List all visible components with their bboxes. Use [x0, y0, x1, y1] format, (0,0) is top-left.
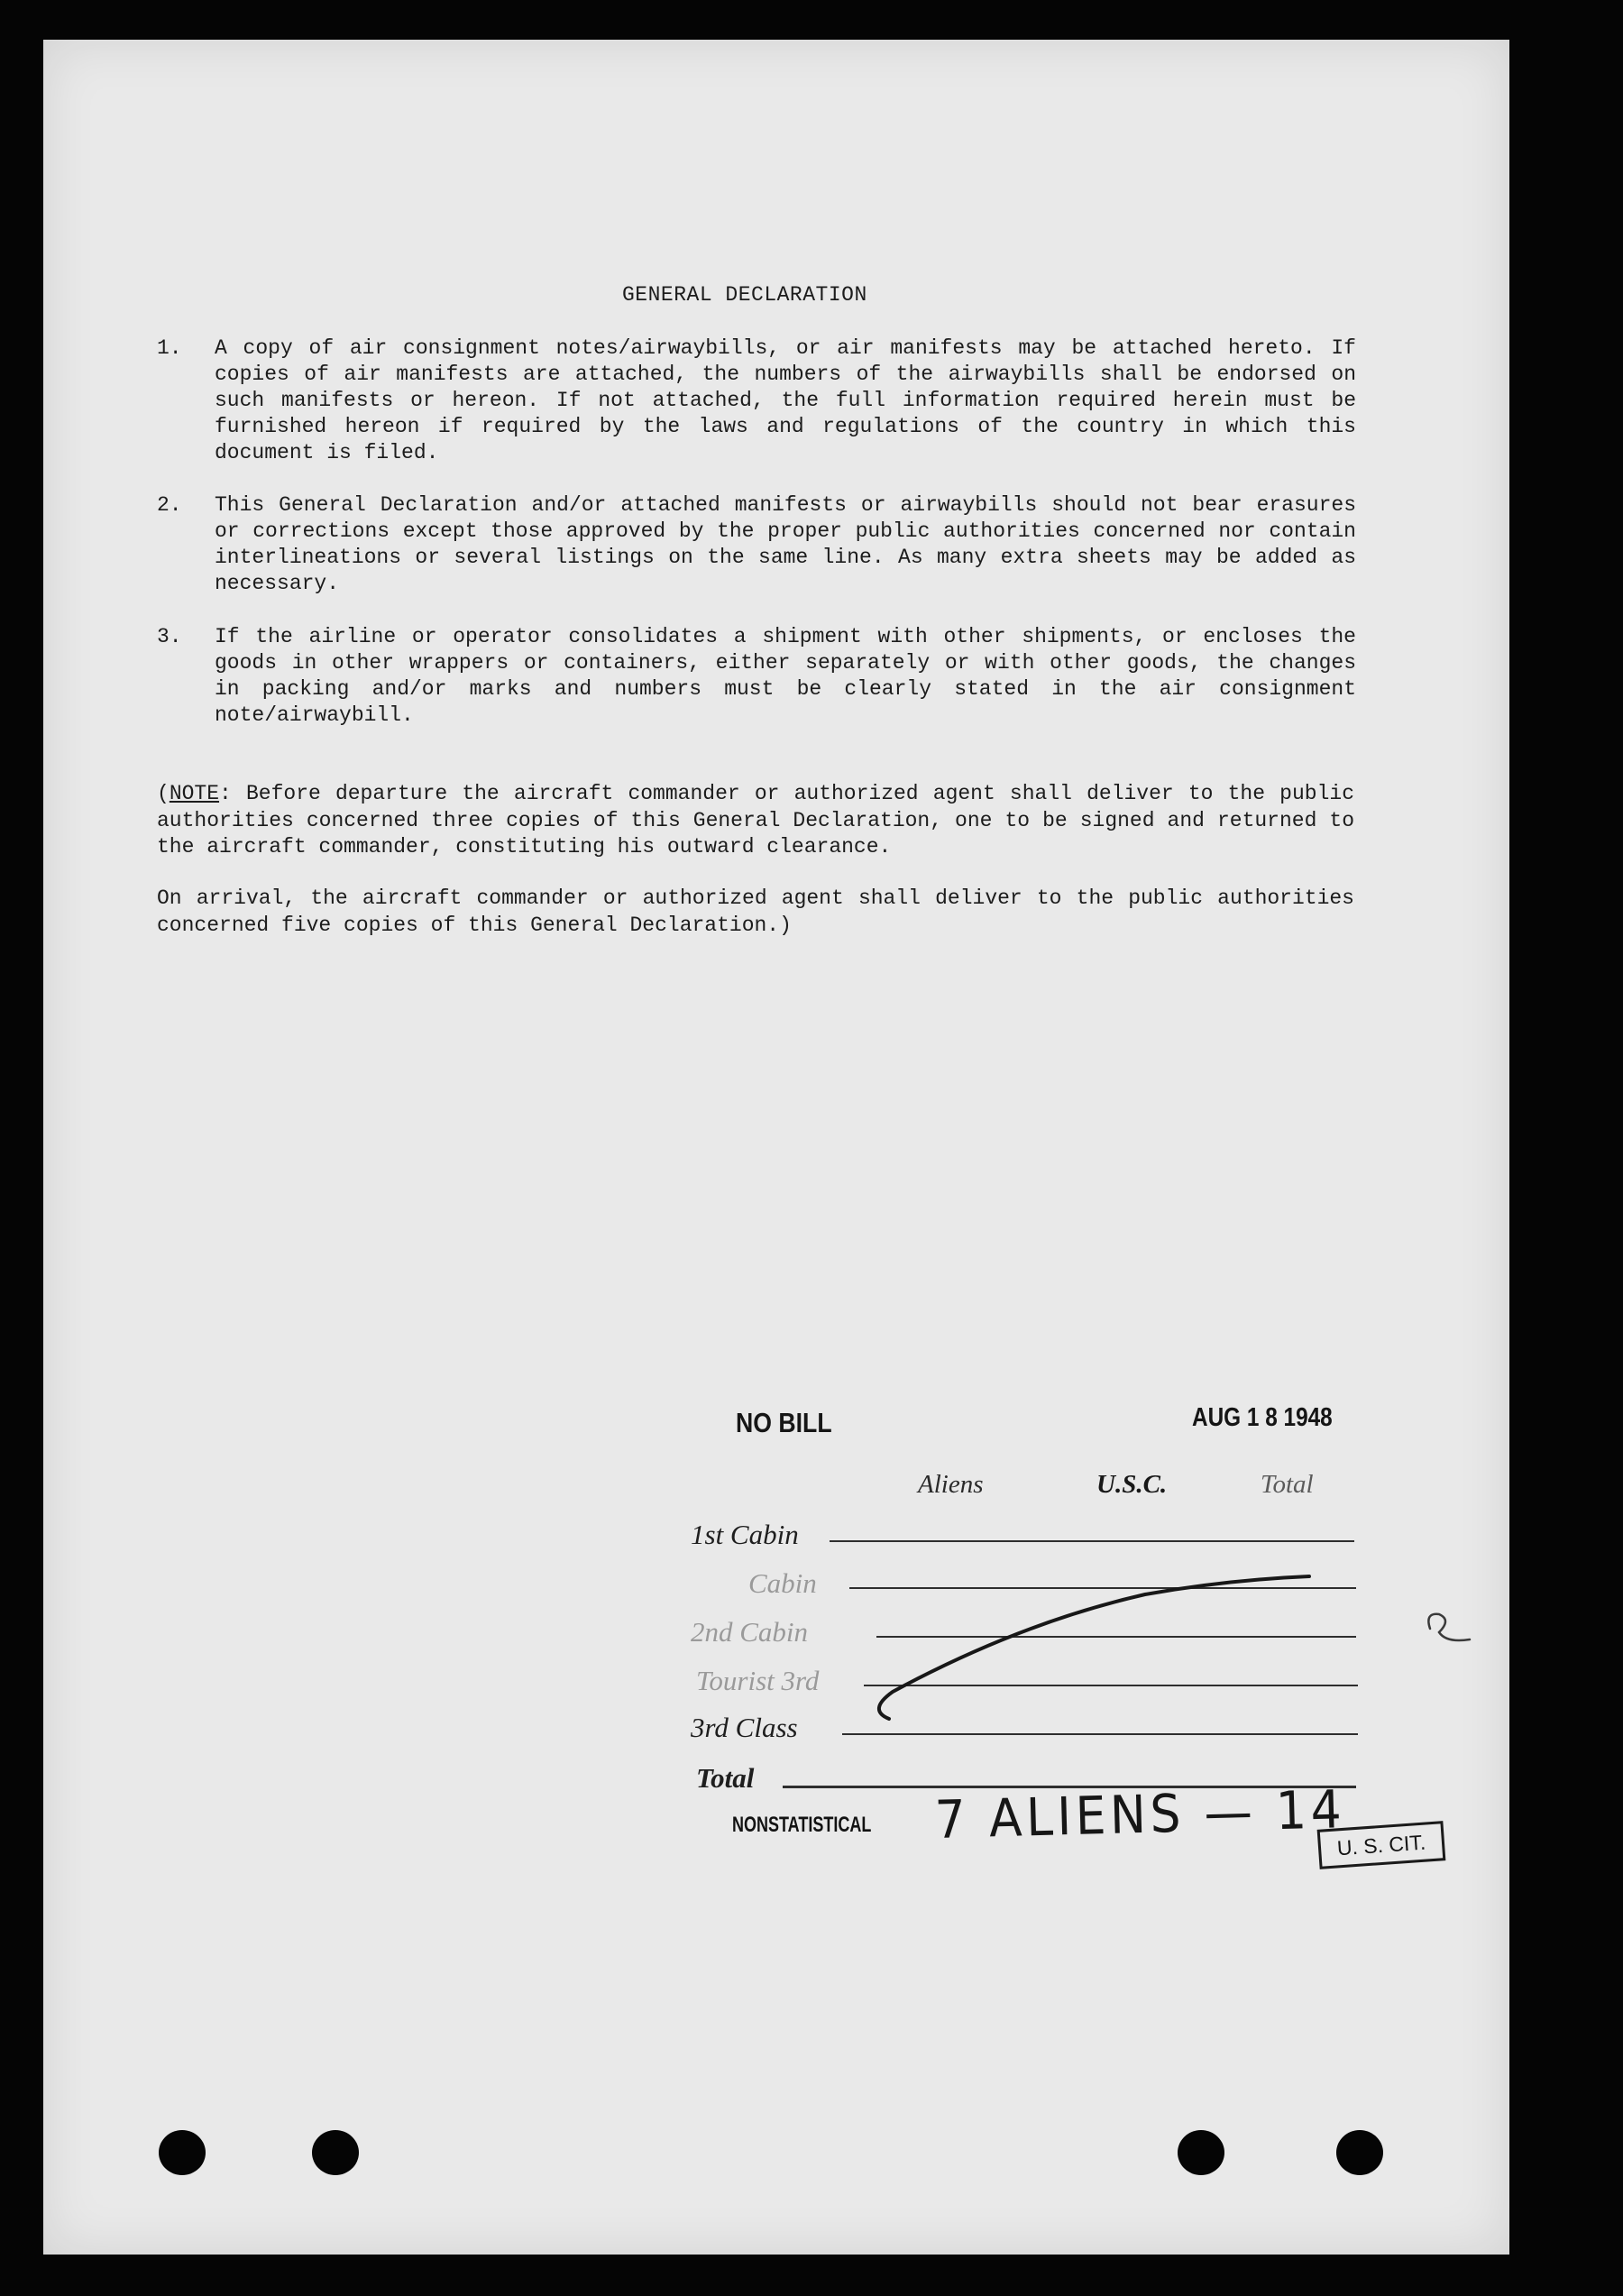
- punch-hole: [159, 2130, 206, 2175]
- item-text: This General Declaration and/or attached manifests or airwaybills should not bear erasures or corrections except those approved by the proper public authorities concerned nor contain interlineations or several listings on the same line. As many extra sheets may be added as necessary.: [215, 493, 1356, 595]
- date-stamp: AUG 1 8 1948: [1192, 1403, 1333, 1432]
- row-1st-cabin: 1st Cabin: [691, 1519, 799, 1550]
- document-title: GENERAL DECLARATION: [622, 283, 867, 307]
- handwritten-note: 7 ALIENS — 14: [934, 1778, 1346, 1851]
- no-bill-stamp: NO BILL: [736, 1407, 832, 1438]
- column-total: Total: [1261, 1470, 1314, 1499]
- column-usc: U.S.C.: [1096, 1470, 1168, 1499]
- nonstatistical-stamp: NONSTATISTICAL: [732, 1813, 872, 1837]
- punch-hole: [312, 2130, 359, 2175]
- punch-hole: [1336, 2130, 1383, 2175]
- row-total: Total: [696, 1762, 755, 1794]
- note-label: NOTE: [169, 782, 220, 805]
- row-3rd-class: 3rd Class: [691, 1712, 798, 1743]
- arrival-paragraph: On arrival, the aircraft commander or authorized agent shall deliver to the public authorities concerned five copies of this General Declaration.): [157, 886, 1354, 937]
- row-cabin: Cabin: [748, 1567, 817, 1599]
- item-number: 2.: [157, 493, 182, 517]
- item-text: A copy of air consignment notes/airwaybills, or air manifests may be attached hereto. If copies of air manifests are attached, the numbers of the airwaybills shall be endorsed on such manifests or hereon. If not attached, the full information required herein must be furnished hereon if required by the laws and regulations of the country in which this document is filed.: [215, 336, 1356, 464]
- column-aliens: Aliens: [918, 1470, 984, 1499]
- item-number: 1.: [157, 336, 182, 360]
- row-tourist-3rd: Tourist 3rd: [696, 1665, 820, 1696]
- punch-hole: [1178, 2130, 1224, 2175]
- note-text: : Before departure the aircraft commander or authorized agent shall deliver to the public authorities concerned three copies of this General Declaration, one to be signed and returned to the aircraft commander, constituting his outward clearance.: [157, 782, 1354, 859]
- note-open-paren: (: [157, 782, 170, 805]
- us-cit-stamp: U. S. CIT.: [1317, 1821, 1446, 1869]
- item-number: 3.: [157, 625, 182, 648]
- item-text: If the airline or operator consolidates a shipment with other shipments, or encloses the goods in other wrappers or containers, either separately or with other goods, the changes in packing and/or marks and numbers must be clearly stated in the air consignment note/airwaybill.: [215, 625, 1356, 727]
- row-2nd-cabin: 2nd Cabin: [691, 1616, 809, 1648]
